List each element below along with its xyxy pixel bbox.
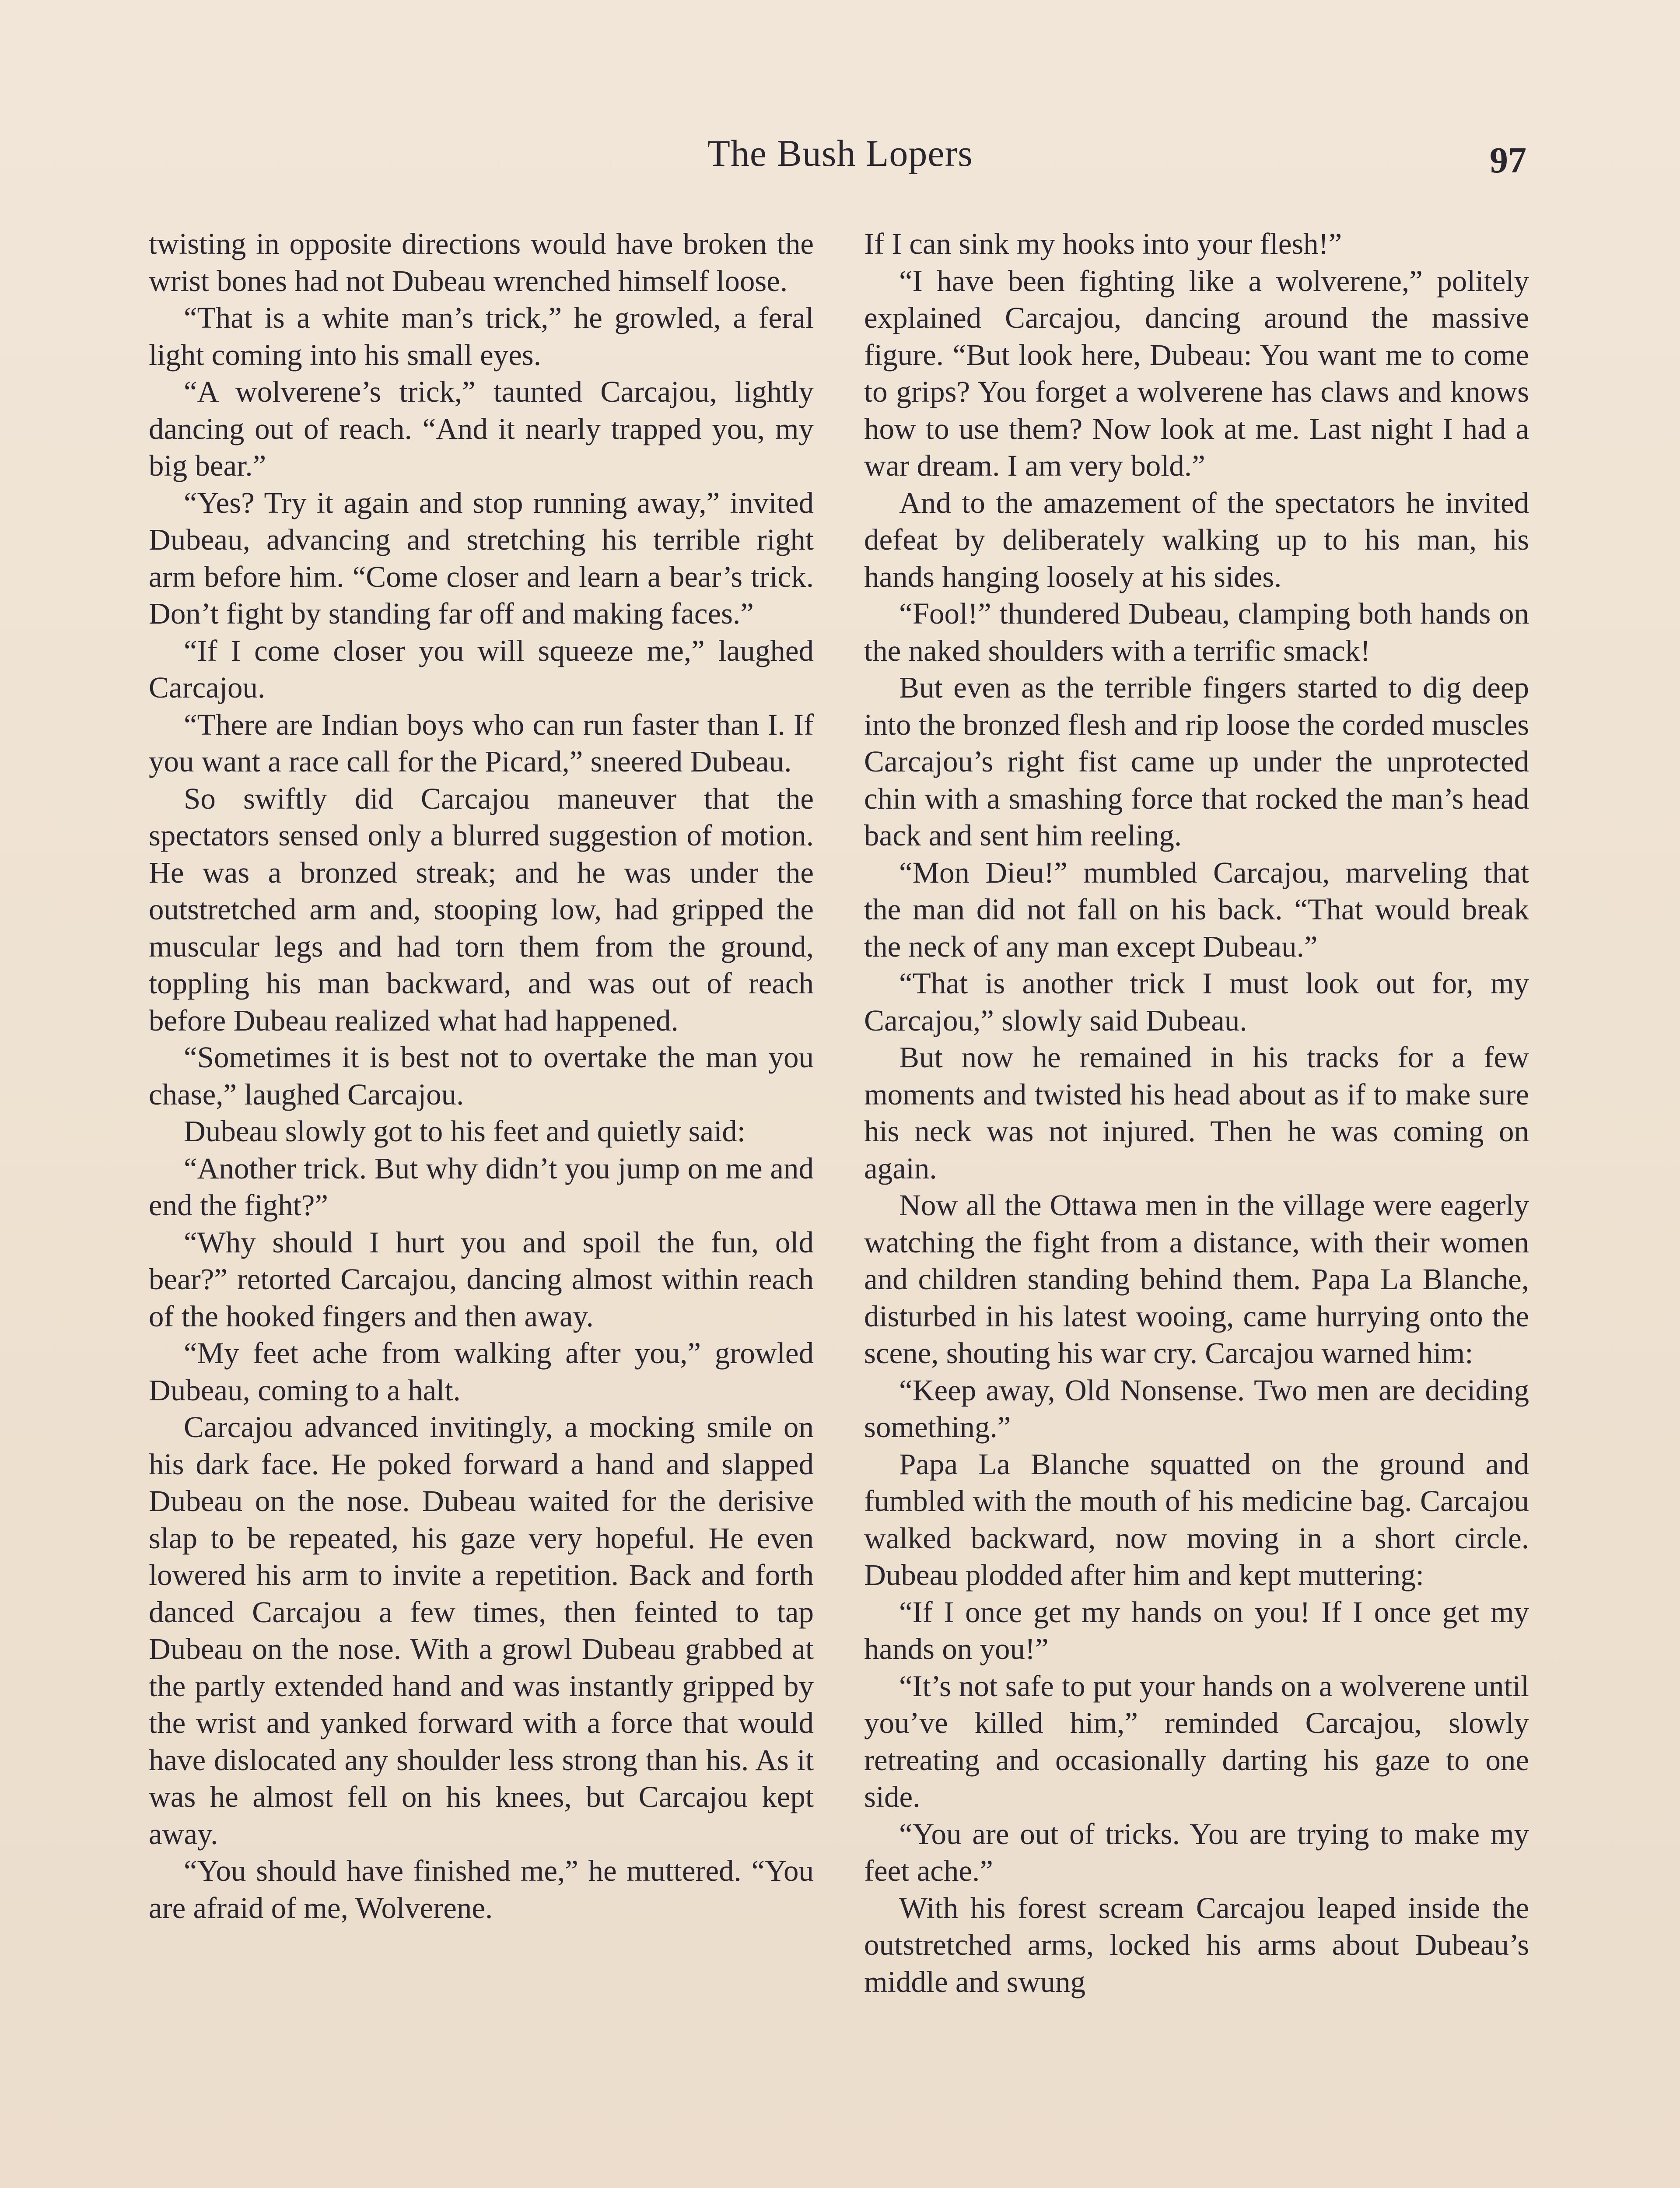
paragraph: And to the amazement of the spectators he invited defeat by deliberately walking up to his man, his hands hanging loosely at his sides. xyxy=(864,486,1529,593)
paragraph: twisting in opposite directions would have broken the wrist bones had not Dubeau wrenched himself loose. xyxy=(149,227,814,298)
paragraph: “Another trick. But why didn’t you jump on me and end the fight?” xyxy=(149,1151,814,1222)
paragraph: “You should have finished me,” he muttered. “You are afraid of me, Wolverene. xyxy=(149,1854,814,1925)
paragraph: Dubeau slowly got to his feet and quietly said: xyxy=(184,1115,746,1148)
paragraph: So swiftly did Carcajou maneuver that the spectators sensed only a blurred suggestion of motion. He was a bronzed streak; and he was under the outstretched arm and, stooping low, had gripped the muscular legs and had torn them from the ground, toppling his man backward, and was out of reach before Dubeau realized what had happened. xyxy=(149,782,814,1037)
paragraph: “Fool!” thundered Dubeau, clamping both hands on the naked shoulders with a terrific smack! xyxy=(864,597,1529,667)
paragraph: “It’s not safe to put your hands on a wolverene until you’ve killed him,” reminded Carcajou, slowly retreating and occasionally darting his gaze to one side. xyxy=(864,1669,1529,1813)
paragraph: “Why should I hurt you and spoil the fun, old bear?” retorted Carcajou, dancing almost within reach of the hooked fingers and then away. xyxy=(149,1225,814,1333)
right-column xyxy=(864,225,1529,2000)
paragraph: But now he remained in his tracks for a few moments and twisted his head about as if to make sure his neck was not injured. Then he was coming on again. xyxy=(864,1041,1529,1185)
paragraph: But even as the terrible fingers started to dig deep into the bronzed flesh and rip loose the corded muscles Carcajou’s right fist came up under the unprotected chin with a smashing force that rocked the man’s head back and sent him reeling. xyxy=(864,671,1529,852)
paragraph: “A wolverene’s trick,” taunted Carcajou, lightly dancing out of reach. “And it nearly trapped you, my big bear.” xyxy=(149,375,814,482)
left-column xyxy=(149,225,814,1926)
paragraph: Carcajou advanced invitingly, a mocking smile on his dark face. He poked forward a hand and slapped Dubeau on the nose. Dubeau waited for the derisive slap to be repeated, his gaze very hopeful. He even lowered his arm to invite a repetition. Back and forth danced Carcajou a few times, then feinted to tap Dubeau on the nose. With a growl Dubeau grabbed at the partly extended hand and was instantly gripped by the wrist and yanked forward with a force that would have dislocated any shoulder less strong than his. As it was he almost fell on his knees, but Carcajou kept away. xyxy=(149,1410,814,1851)
paragraph: “There are Indian boys who can run faster than I. If you want a race call for the Picard,” sneered Dubeau. xyxy=(149,708,814,778)
paragraph: “Mon Dieu!” mumbled Carcajou, marveling that the man did not fall on his back. “That would break the neck of any man except Dubeau.” xyxy=(864,856,1529,963)
running-header: The Bush Lopers xyxy=(707,132,973,174)
paragraph: “I have been fighting like a wolverene,” politely explained Carcajou, dancing around the massive figure. “But look here, Dubeau: You want me to come to grips? You forget a wolverene has claws and knows how to use them? Now look at me. Last night I had a war dream. I am very bold.” xyxy=(864,264,1529,482)
paragraph: “That is another trick I must look out for, my Carcajou,” slowly said Dubeau. xyxy=(864,967,1529,1037)
paragraph: “Keep away, Old Nonsense. Two men are deciding something.” xyxy=(864,1373,1529,1444)
page-number: 97 xyxy=(1490,140,1526,181)
paragraph: “My feet ache from walking after you,” growled Dubeau, coming to a halt. xyxy=(149,1336,814,1407)
paragraph: “If I once get my hands on you! If I once get my hands on you!” xyxy=(864,1595,1529,1666)
paragraph: “Yes? Try it again and stop running away,” invited Dubeau, advancing and stretching his terrible right arm before him. “Come closer and learn a bear’s trick. Don’t fight by standing far off and making faces.” xyxy=(149,486,814,630)
paragraph: With his forest scream Carcajou leaped inside the outstretched arms, locked his arms about Dubeau’s middle and swung xyxy=(864,1891,1529,1999)
paragraph: Now all the Ottawa men in the village were eagerly watching the fight from a distance, with their women and children standing behind them. Papa La Blanche, disturbed in his latest wooing, came hurrying onto the scene, shouting his war cry. Carcajou warned him: xyxy=(864,1189,1529,1370)
paragraph: Papa La Blanche squatted on the ground and fumbled with the mouth of his medicine bag. Carcajou walked backward, now moving in a short circle. Dubeau plodded after him and kept muttering: xyxy=(864,1447,1529,1592)
paragraph: “That is a white man’s trick,” he growled, a feral light coming into his small eyes. xyxy=(149,301,814,372)
paragraph: If I can sink my hooks into your flesh!” xyxy=(864,227,1342,260)
paragraph: “If I come closer you will squeeze me,” laughed Carcajou. xyxy=(149,634,814,704)
paragraph: “Sometimes it is best not to overtake the man you chase,” laughed Carcajou. xyxy=(149,1041,814,1111)
paragraph: “You are out of tricks. You are trying to make my feet ache.” xyxy=(864,1817,1529,1887)
